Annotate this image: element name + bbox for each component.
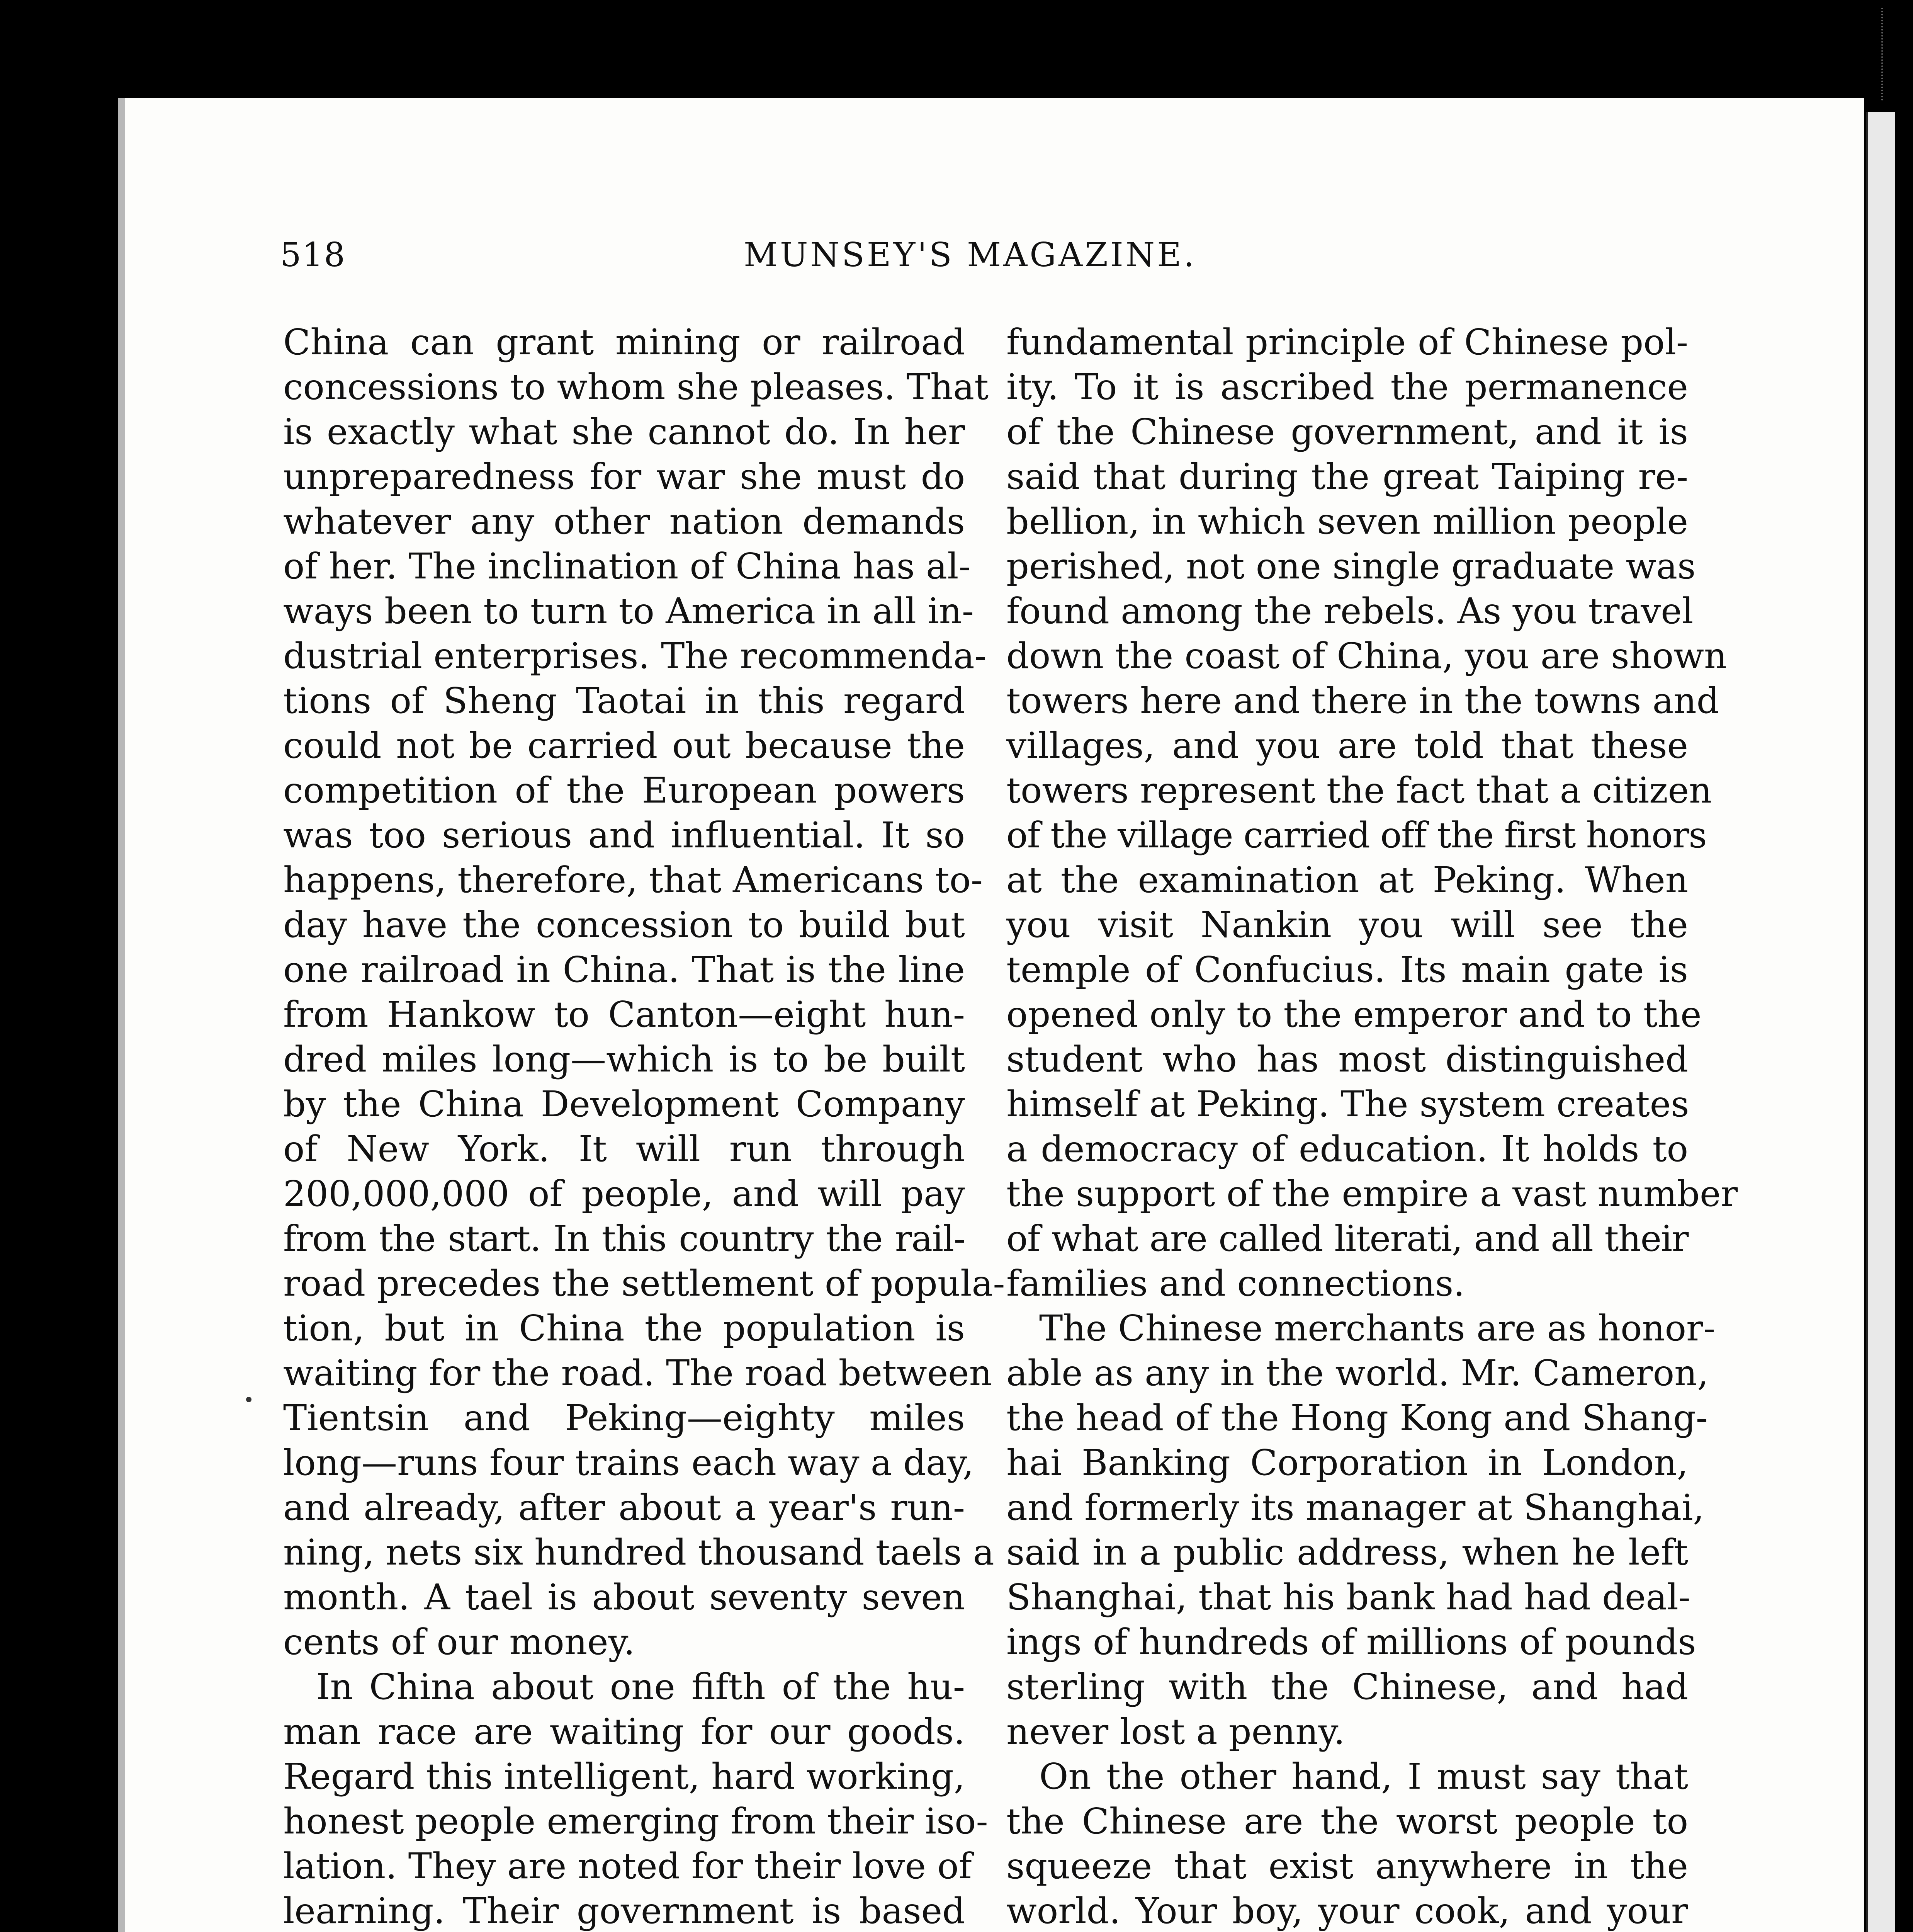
text-line: month. A tael is about seventy seven: [283, 1577, 965, 1618]
text-line: dred miles long—which is to be built: [283, 1039, 965, 1080]
text-line: On the other hand, I must say that: [1039, 1756, 1688, 1797]
page-header: [151, 236, 1252, 290]
text-line: dustrial enterprises. The recommenda-: [283, 635, 987, 677]
text-line: learning. Their government is based: [283, 1890, 965, 1932]
text-line: ways been to turn to America in all in-: [283, 590, 974, 632]
right-text-column: [1006, 320, 1738, 1932]
text-line: towers here and there in the towns and: [1006, 680, 1719, 721]
text-line: is exactly what she cannot do. In her: [283, 411, 965, 452]
text-line: The Chinese merchants are as honor-: [1039, 1308, 1716, 1349]
text-line: said that during the great Taiping re-: [1006, 456, 1688, 497]
text-line: ings of hundreds of millions of pounds: [1006, 1621, 1696, 1663]
text-line: of what are called literati, and all their: [1006, 1218, 1688, 1259]
text-line: tions of Sheng Taotai in this regard: [283, 680, 965, 721]
text-line: student who has most distinguished: [1006, 1039, 1688, 1080]
text-line: Regard this intelligent, hard working,: [283, 1756, 965, 1797]
text-line: long—runs four trains each way a day,: [283, 1442, 974, 1483]
text-line: Tientsin and Peking—eighty miles: [283, 1397, 965, 1439]
text-line: China can grant mining or railroad: [283, 321, 965, 363]
text-line: man race are waiting for our goods.: [283, 1711, 965, 1752]
text-line: day have the concession to build but: [283, 904, 965, 946]
text-line: ity. To it is ascribed the permanence: [1006, 366, 1688, 408]
text-line: waiting for the road. The road between: [283, 1352, 992, 1394]
margin-mark: [246, 1397, 251, 1402]
text-line: you visit Nankin you will see the: [1006, 904, 1688, 946]
text-line: of her. The inclination of China has al-: [283, 546, 971, 587]
text-line: the Chinese are the worst people to: [1006, 1801, 1688, 1842]
text-line: families and connections.: [1006, 1263, 1465, 1304]
text-line: lation. They are noted for their love of: [283, 1845, 972, 1887]
text-line: tion, but in China the population is: [283, 1308, 965, 1349]
left-text-column: [283, 320, 1005, 1932]
text-line: said in a public address, when he left: [1006, 1532, 1688, 1573]
text-line: world. Your boy, your cook, and your: [1006, 1890, 1688, 1932]
text-line: one railroad in China. That is the line: [283, 949, 965, 990]
text-line: by the China Development Company: [283, 1083, 965, 1125]
text-line: honest people emerging from their iso-: [283, 1801, 988, 1842]
text-line: of New York. It will run through: [283, 1128, 965, 1170]
text-line: bellion, in which seven million people: [1006, 501, 1688, 542]
text-line: from Hankow to Canton—eight hun-: [283, 994, 965, 1035]
text-line: at the examination at Peking. When: [1006, 859, 1688, 901]
text-line: himself at Peking. The system creates: [1006, 1083, 1689, 1125]
text-line: from the start. In this country the rail-: [283, 1218, 965, 1259]
text-line: the support of the empire a vast number: [1006, 1173, 1738, 1214]
text-line: 200,000,000 of people, and will pay: [283, 1173, 965, 1214]
text-line: competition of the European powers: [283, 770, 965, 811]
facing-page-edge: [1866, 112, 1895, 1932]
text-line: of the Chinese government, and it is: [1006, 411, 1688, 452]
text-line: road precedes the settlement of popula-: [283, 1263, 1005, 1304]
text-line: opened only to the emperor and to the: [1006, 994, 1702, 1035]
text-line: concessions to whom she pleases. That: [283, 366, 989, 408]
text-line: squeeze that exist anywhere in the: [1006, 1845, 1688, 1887]
text-line: could not be carried out because the: [283, 725, 965, 766]
text-line: hai Banking Corporation in London,: [1006, 1442, 1688, 1483]
text-line: of the village carried off the first honors: [1006, 815, 1707, 856]
text-line: cents of our money.: [283, 1621, 635, 1663]
text-line: never lost a penny.: [1006, 1711, 1345, 1752]
text-line: and already, after about a year's run-: [283, 1487, 965, 1528]
text-line: down the coast of China, you are shown: [1006, 635, 1727, 677]
page-number: 518: [280, 236, 346, 274]
text-line: villages, and you are told that these: [1006, 725, 1688, 766]
text-line: towers represent the fact that a citizen: [1006, 770, 1712, 811]
text-line: whatever any other nation demands: [283, 501, 965, 542]
text-line: In China about one fifth of the hu-: [316, 1666, 965, 1708]
text-line: ning, nets six hundred thousand taels a: [283, 1532, 994, 1573]
text-line: able as any in the world. Mr. Cameron,: [1006, 1352, 1709, 1394]
text-line: perished, not one single graduate was: [1006, 546, 1696, 587]
text-line: happens, therefore, that Americans to-: [283, 859, 983, 901]
text-line: fundamental principle of Chinese pol-: [1006, 321, 1688, 363]
text-line: temple of Confucius. Its main gate is: [1006, 949, 1688, 990]
text-line: found among the rebels. As you travel: [1006, 590, 1694, 632]
text-line: sterling with the Chinese, and had: [1006, 1666, 1688, 1708]
text-line: unpreparedness for war she must do: [283, 456, 965, 497]
text-line: Shanghai, that his bank had had deal-: [1006, 1577, 1690, 1618]
running-head: MUNSEY'S MAGAZINE.: [744, 236, 1197, 274]
scan-margin-marks: [1881, 8, 1906, 100]
text-line: and formerly its manager at Shanghai,: [1006, 1487, 1704, 1528]
text-line: was too serious and influential. It so: [283, 815, 965, 856]
text-line: the head of the Hong Kong and Shang-: [1006, 1397, 1708, 1439]
text-line: a democracy of education. It holds to: [1006, 1128, 1688, 1170]
